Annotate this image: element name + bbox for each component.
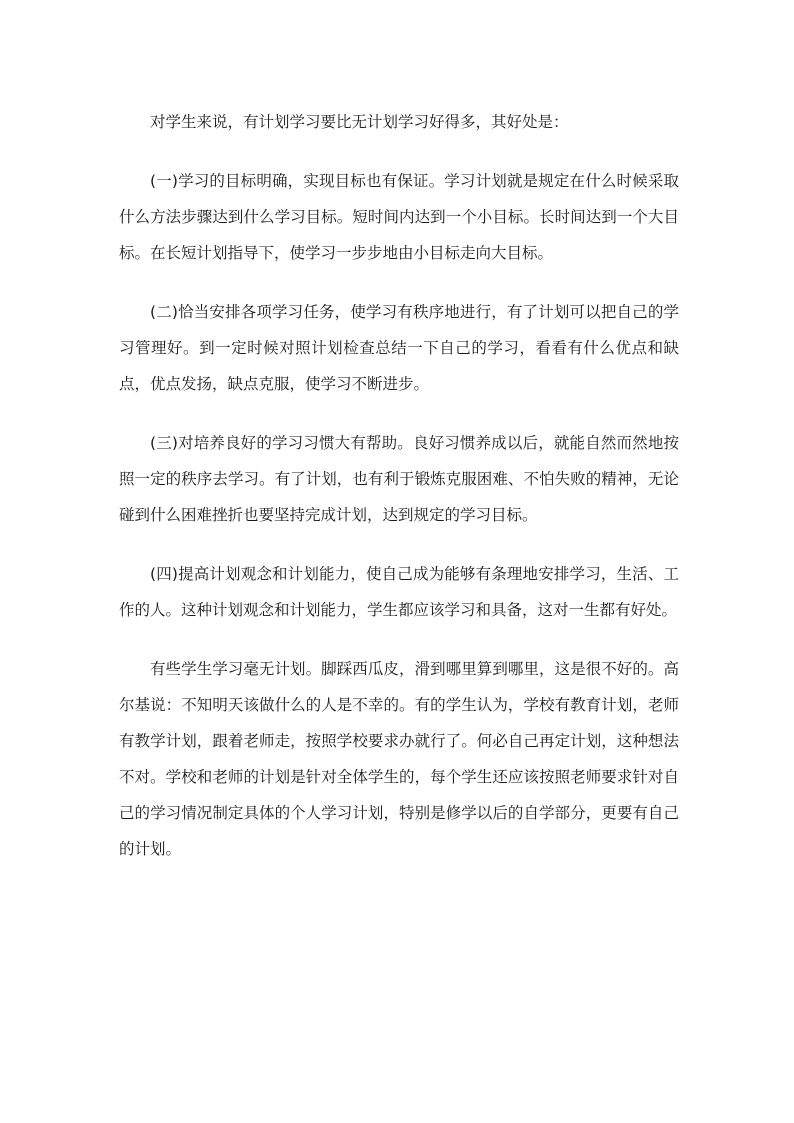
benefit-three-paragraph: (三)对培养良好的学习习惯大有帮助。良好习惯养成以后，就能自然而然地按照一定的秩序去学习。有了计划，也有利于锻炼克服困难、不怕失败的精神，无论碰到什么困难挫折也要坚持完成计划，达到规定的学习目标。: [119, 434, 679, 524]
benefit-one-paragraph: (一)学习的目标明确，实现目标也有保证。学习计划就是规定在什么时候采取什么方法步骤达到什么学习目标。短时间内达到一个小目标。长时间达到一个大目标。在长短计划指导下，使学习一步步地由小目标走向大目标。: [119, 172, 679, 262]
document-body: [119, 104, 679, 890]
intro-paragraph: 对学生来说，有计划学习要比无计划学习好得多，其好处是：: [150, 113, 569, 131]
benefit-four-paragraph: (四)提高计划观念和计划能力，使自己成为能够有条理地安排学习，生活、工作的人。这种计划观念和计划能力，学生都应该学习和具备，这对一生都有好处。: [119, 565, 679, 619]
closing-paragraph: 有些学生学习毫无计划。脚踩西瓜皮，滑到哪里算到哪里，这是很不好的。高尔基说：不知明天该做什么的人是不幸的。有的学生认为，学校有教育计划，老师有教学计划，跟着老师走，按照学校要求办就行了。何必自己再定计划，这种想法不对。学校和老师的计划是针对全体学生的，每个学生还应该按照老师要求针对自己的学习情况制定具体的个人学习计划，特别是修学以后的自学部分，更要有自己的计划。: [119, 660, 679, 858]
benefit-two-paragraph: (二)恰当安排各项学习任务，使学习有秩序地进行，有了计划可以把自己的学习管理好。到一定时候对照计划检查总结一下自己的学习，看看有什么优点和缺点，优点发扬，缺点克服，使学习不断进步。: [119, 303, 679, 393]
